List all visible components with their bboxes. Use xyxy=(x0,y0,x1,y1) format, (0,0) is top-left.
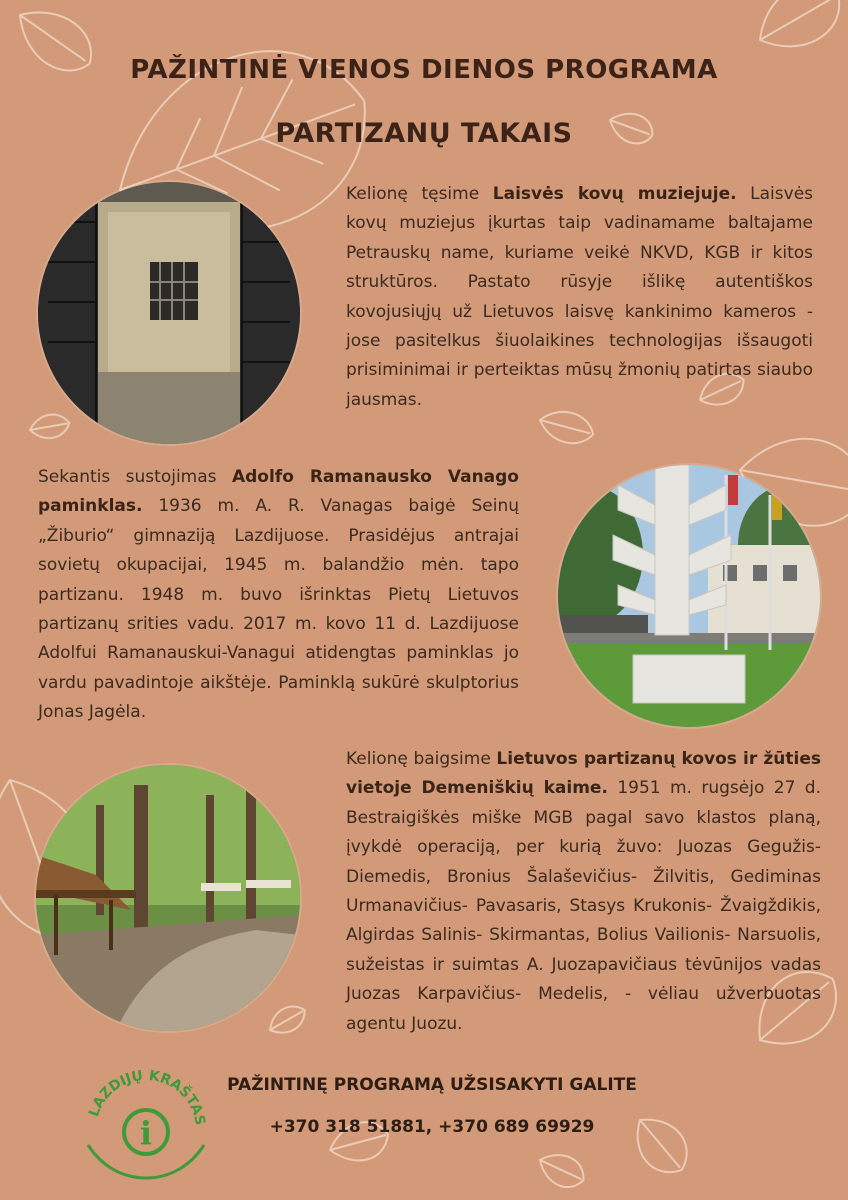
leaf-icon xyxy=(28,412,71,442)
lazdiju-krastas-logo xyxy=(76,1060,216,1185)
leaf-icon xyxy=(534,1146,590,1193)
section-museum-highlight: Laisvės kovų muziejuje. xyxy=(492,184,737,204)
section-battle-site-text: Kelionę baigsime Lietuvos partizanų kovos ir žūties vietoje Demeniškių kaime. 1951 m. rugsėjo 27 d. Bestraigiškės miške MGB pagal savo klastos planą, įvykdė operaciją, per kurią žuvo: Juozas Gegužis- Diemedis, Bronius Šalaševičius- Žilvitis, Gediminas Urmanavičius- Pavasaris, Stasys Krukonis- Žvaigždikis, Algirdas Salinis- Skirmantas, Bolius Vailionis- Narsuolis, sužeistas ir suimtas A. Juozapavičiaus tėvūnijos vadas Juozas Karpavičius- Medelis, - vėliau užverbuotas agentu Juozu. xyxy=(346,749,821,1034)
leaf-icon xyxy=(264,1000,310,1040)
order-heading: PAŽINTINĘ PROGRAMĄ UŽSISAKYTI GALITE xyxy=(227,1075,637,1095)
svg-text:LAZDIJŲ KRAŠTAS: LAZDIJŲ KRAŠTAS xyxy=(86,1067,208,1127)
monument-photo xyxy=(558,465,820,727)
page-subtitle: PARTIZANŲ TAKAIS xyxy=(275,118,573,149)
svg-text:i: i xyxy=(139,1114,153,1152)
section-monument-highlight: Adolfo Ramanausko Vanago paminklas. xyxy=(38,467,519,517)
museum-cell-photo xyxy=(38,182,300,444)
section-museum-text: Kelionę tęsime Laisvės kovų muziejuje. Laisvės kovų muziejus įkurtas taip vadinamame baltajame Petrauskų name, kuriame veikė NKVD, KGB ir kitos struktūros. Pastato rūsyje išlikę autentiškos kovojusiųjų už Lietuvos laisvę kankinimo kameros - jose pasitelkus šiuolaikines technologijas išsaugoti prisiminimai ir perteiktas mūsų žmonių patirtas siaubo jausmas. xyxy=(346,184,814,410)
contact-phones: +370 318 51881, +370 689 69929 xyxy=(269,1117,595,1137)
forest-site-photo xyxy=(36,765,300,1031)
page-title: PAŽINTINĖ VIENOS DIENOS PROGRAMA xyxy=(130,55,718,85)
section-battle-site-highlight: Lietuvos partizanų kovos ir žūties vietoje Demeniškių kaime. xyxy=(346,749,821,799)
section-monument-text: Sekantis sustojimas Adolfo Ramanausko Vanago paminklas. 1936 m. A. R. Vanagas baigė Seinų „Žiburio“ gimnaziją Lazdijuose. Prasidėjus antrajai sovietų okupacijai, 1945 m. balandžio mėn. tapo partizanu. 1948 m. buvo išrinktas Pietų Lietuvos partizanų srities vadu. 2017 m. kovo 11 d. Lazdijuose Adolfui Ramanauskui-Vanagui atidengtas paminklas jo vardu pavadintoje aikštėje. Paminklą sukūrė skulptorius Jonas Jagėla. xyxy=(38,467,519,723)
